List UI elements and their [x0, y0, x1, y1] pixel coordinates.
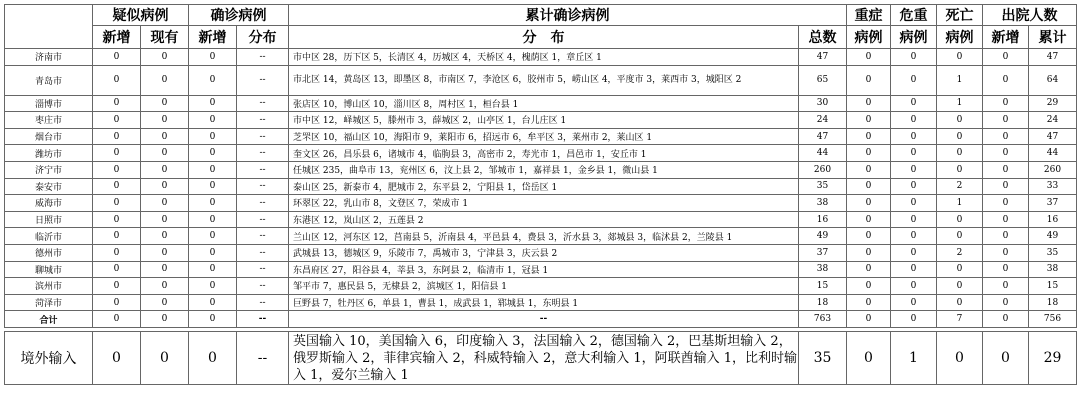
- severe: 0: [847, 178, 891, 195]
- overseas-death: 0: [937, 332, 983, 385]
- header-discharged: 出院人数: [983, 5, 1077, 26]
- con-distribution: --: [237, 261, 289, 278]
- con-new: 0: [189, 211, 237, 228]
- header-sus-new: 新增: [93, 26, 141, 49]
- con-new: 0: [189, 261, 237, 278]
- table-row: [5, 65, 1077, 95]
- sus-new: 0: [93, 244, 141, 261]
- severe: 0: [847, 294, 891, 311]
- con-distribution: --: [237, 195, 289, 212]
- overseas-sus-current: 0: [141, 332, 189, 385]
- con-new: 0: [189, 294, 237, 311]
- sus-new: 0: [93, 228, 141, 245]
- sus-current: 0: [141, 244, 189, 261]
- sus-current: 0: [141, 261, 189, 278]
- severe: 0: [847, 195, 891, 212]
- corner-cell: [5, 5, 93, 49]
- critical: 0: [891, 278, 937, 295]
- total: 18: [799, 294, 847, 311]
- distribution: 泰山区 25，新泰市 4，肥城市 2，东平县 2，宁阳县 1，岱岳区 1: [289, 178, 799, 195]
- con-distribution: --: [237, 211, 289, 228]
- dis-total: 37: [1029, 195, 1077, 212]
- table-row: [5, 128, 1077, 145]
- header-total: 总数: [799, 26, 847, 49]
- con-distribution: --: [237, 49, 289, 66]
- total: 30: [799, 95, 847, 112]
- header-severe: 重症: [847, 5, 891, 26]
- critical: 0: [891, 244, 937, 261]
- sus-new: 0: [93, 128, 141, 145]
- distribution: 武城县 13，德城区 9，乐陵市 7，禹城市 3，宁津县 3，庆云县 2: [289, 244, 799, 261]
- sus-current: 0: [141, 278, 189, 295]
- death: 0: [937, 161, 983, 178]
- death: 0: [937, 228, 983, 245]
- header-death: 死亡: [937, 5, 983, 26]
- sus-new: 0: [93, 195, 141, 212]
- sus-current: 0: [141, 49, 189, 66]
- table-row: [5, 112, 1077, 129]
- header-sus-current: 现有: [141, 26, 189, 49]
- severe: 0: [847, 145, 891, 162]
- death: 0: [937, 145, 983, 162]
- distribution: 兰山区 12，河东区 12，莒南县 5，沂南县 4，平邑县 4，费县 3，沂水县 3，郯城县 3，临沭县 2，兰陵县 1: [289, 228, 799, 245]
- con-distribution: --: [237, 128, 289, 145]
- con-distribution: --: [237, 294, 289, 311]
- con-new: 0: [189, 128, 237, 145]
- dis-total: 47: [1029, 128, 1077, 145]
- death: 0: [937, 112, 983, 129]
- total-con-new: 0: [189, 311, 237, 328]
- overseas-con-new: 0: [189, 332, 237, 385]
- con-distribution: --: [237, 112, 289, 129]
- dis-total: 18: [1029, 294, 1077, 311]
- dis-total: 49: [1029, 228, 1077, 245]
- distribution: 芝罘区 10，福山区 10，海阳市 9，莱阳市 6，招远市 6，牟平区 3，莱州市 2，莱山区 1: [289, 128, 799, 145]
- dis-new: 0: [983, 195, 1029, 212]
- total-dis-new: 0: [983, 311, 1029, 328]
- con-new: 0: [189, 244, 237, 261]
- table-row: [5, 178, 1077, 195]
- total-dis-total: 756: [1029, 311, 1077, 328]
- dis-new: 0: [983, 278, 1029, 295]
- distribution: 任城区 235，曲阜市 13，兖州区 6，汶上县 2，邹城市 1，嘉祥县 1，金乡县 1，微山县 1: [289, 161, 799, 178]
- dis-new: 0: [983, 261, 1029, 278]
- total-death: 7: [937, 311, 983, 328]
- con-new: 0: [189, 161, 237, 178]
- total: 260: [799, 161, 847, 178]
- critical: 0: [891, 228, 937, 245]
- dis-new: 0: [983, 95, 1029, 112]
- sus-current: 0: [141, 65, 189, 95]
- distribution: 张店区 10，博山区 10，淄川区 8，周村区 1，桓台县 1: [289, 95, 799, 112]
- dis-new: 0: [983, 294, 1029, 311]
- distribution: 市中区 12，峄城区 5，滕州市 3，薛城区 2，山亭区 1，台儿庄区 1: [289, 112, 799, 129]
- sus-new: 0: [93, 211, 141, 228]
- dis-new: 0: [983, 178, 1029, 195]
- overseas-dis-new: 0: [983, 332, 1029, 385]
- critical: 0: [891, 128, 937, 145]
- distribution: 市中区 28，历下区 5，长清区 4，历城区 4，天桥区 4，槐荫区 1，章丘区 1: [289, 49, 799, 66]
- sus-current: 0: [141, 145, 189, 162]
- con-distribution: --: [237, 161, 289, 178]
- severe: 0: [847, 49, 891, 66]
- con-distribution: --: [237, 95, 289, 112]
- severe: 0: [847, 261, 891, 278]
- distribution: 邹平市 7，惠民县 5，无棣县 2，滨城区 1，阳信县 1: [289, 278, 799, 295]
- total: 49: [799, 228, 847, 245]
- con-distribution: --: [237, 244, 289, 261]
- total: 47: [799, 128, 847, 145]
- dis-new: 0: [983, 49, 1029, 66]
- header-con-new: 新增: [189, 26, 237, 49]
- header-con-distribution: 分布: [237, 26, 289, 49]
- distribution: 环翠区 22，乳山市 8，文登区 7，荣成市 1: [289, 195, 799, 212]
- con-distribution: --: [237, 278, 289, 295]
- city-name: 青岛市: [5, 65, 93, 95]
- dis-total: 38: [1029, 261, 1077, 278]
- dis-total: 260: [1029, 161, 1077, 178]
- total: 38: [799, 261, 847, 278]
- city-name: 滨州市: [5, 278, 93, 295]
- header-severe-cases: 病例: [847, 26, 891, 49]
- table-row: [5, 211, 1077, 228]
- sus-new: 0: [93, 294, 141, 311]
- table-row: [5, 49, 1077, 66]
- critical: 0: [891, 178, 937, 195]
- critical: 0: [891, 65, 937, 95]
- critical: 0: [891, 261, 937, 278]
- con-distribution: --: [237, 228, 289, 245]
- critical: 0: [891, 112, 937, 129]
- overseas-critical: 1: [891, 332, 937, 385]
- total-sus-new: 0: [93, 311, 141, 328]
- severe: 0: [847, 95, 891, 112]
- total-severe: 0: [847, 311, 891, 328]
- sus-new: 0: [93, 112, 141, 129]
- critical: 0: [891, 95, 937, 112]
- covid-statistics-table: [4, 4, 1077, 385]
- critical: 0: [891, 294, 937, 311]
- death: 0: [937, 278, 983, 295]
- dis-total: 29: [1029, 95, 1077, 112]
- critical: 0: [891, 145, 937, 162]
- sus-current: 0: [141, 128, 189, 145]
- city-name: 济宁市: [5, 161, 93, 178]
- dis-new: 0: [983, 145, 1029, 162]
- total: 65: [799, 65, 847, 95]
- sus-new: 0: [93, 49, 141, 66]
- severe: 0: [847, 128, 891, 145]
- overseas-row: [5, 332, 1077, 385]
- table-row: [5, 145, 1077, 162]
- total-con-distribution: --: [237, 311, 289, 328]
- total: 35: [799, 178, 847, 195]
- critical: 0: [891, 195, 937, 212]
- sus-current: 0: [141, 228, 189, 245]
- con-new: 0: [189, 195, 237, 212]
- distribution: 东港区 12，岚山区 2，五莲县 2: [289, 211, 799, 228]
- death: 1: [937, 95, 983, 112]
- sus-current: 0: [141, 294, 189, 311]
- sus-new: 0: [93, 145, 141, 162]
- sus-new: 0: [93, 178, 141, 195]
- con-new: 0: [189, 49, 237, 66]
- overseas-dis-total: 29: [1029, 332, 1077, 385]
- death: 1: [937, 195, 983, 212]
- con-new: 0: [189, 95, 237, 112]
- table-row: [5, 228, 1077, 245]
- header-dis-new: 新增: [983, 26, 1029, 49]
- table-row: [5, 95, 1077, 112]
- con-new: 0: [189, 145, 237, 162]
- death: 2: [937, 178, 983, 195]
- total-label: 合计: [5, 311, 93, 328]
- total: 47: [799, 49, 847, 66]
- city-name: 枣庄市: [5, 112, 93, 129]
- dis-total: 64: [1029, 65, 1077, 95]
- total: 37: [799, 244, 847, 261]
- con-new: 0: [189, 178, 237, 195]
- sus-current: 0: [141, 112, 189, 129]
- city-name: 烟台市: [5, 128, 93, 145]
- dis-total: 44: [1029, 145, 1077, 162]
- con-distribution: --: [237, 145, 289, 162]
- severe: 0: [847, 161, 891, 178]
- total: 24: [799, 112, 847, 129]
- sus-new: 0: [93, 65, 141, 95]
- con-new: 0: [189, 278, 237, 295]
- sus-current: 0: [141, 178, 189, 195]
- header-death-cases: 病例: [937, 26, 983, 49]
- distribution: 巨野县 7，牡丹区 6，单县 1，曹县 1，成武县 1，郓城县 1，东明县 1: [289, 294, 799, 311]
- table-row: [5, 278, 1077, 295]
- sus-new: 0: [93, 95, 141, 112]
- city-name: 威海市: [5, 195, 93, 212]
- total: 38: [799, 195, 847, 212]
- death: 0: [937, 49, 983, 66]
- header-suspected: 疑似病例: [93, 5, 189, 26]
- sus-new: 0: [93, 278, 141, 295]
- dis-new: 0: [983, 211, 1029, 228]
- death: 1: [937, 65, 983, 95]
- dis-total: 35: [1029, 244, 1077, 261]
- city-name: 临沂市: [5, 228, 93, 245]
- dis-new: 0: [983, 128, 1029, 145]
- sus-current: 0: [141, 195, 189, 212]
- distribution: 奎文区 26，昌乐县 6，诸城市 4，临朐县 3，高密市 2，寿光市 1，昌邑市 1，安丘市 1: [289, 145, 799, 162]
- dis-new: 0: [983, 244, 1029, 261]
- death: 0: [937, 294, 983, 311]
- total-critical: 0: [891, 311, 937, 328]
- severe: 0: [847, 211, 891, 228]
- dis-new: 0: [983, 161, 1029, 178]
- header-confirmed: 确诊病例: [189, 5, 289, 26]
- sus-current: 0: [141, 211, 189, 228]
- overseas-total: 35: [799, 332, 847, 385]
- critical: 0: [891, 161, 937, 178]
- critical: 0: [891, 211, 937, 228]
- table-row: [5, 195, 1077, 212]
- dis-total: 16: [1029, 211, 1077, 228]
- overseas-label: 境外输入: [5, 332, 93, 385]
- sus-current: 0: [141, 95, 189, 112]
- city-name: 菏泽市: [5, 294, 93, 311]
- sus-new: 0: [93, 161, 141, 178]
- severe: 0: [847, 65, 891, 95]
- table-row: [5, 261, 1077, 278]
- header-critical-cases: 病例: [891, 26, 937, 49]
- con-distribution: --: [237, 65, 289, 95]
- severe: 0: [847, 228, 891, 245]
- dis-total: 33: [1029, 178, 1077, 195]
- severe: 0: [847, 244, 891, 261]
- death: 0: [937, 261, 983, 278]
- header-distribution: 分 布: [289, 26, 799, 49]
- dis-new: 0: [983, 112, 1029, 129]
- dis-new: 0: [983, 228, 1029, 245]
- dis-total: 15: [1029, 278, 1077, 295]
- distribution: 东昌府区 27，阳谷县 4，莘县 3，东阿县 2，临清市 1，冠县 1: [289, 261, 799, 278]
- con-new: 0: [189, 228, 237, 245]
- city-name: 聊城市: [5, 261, 93, 278]
- critical: 0: [891, 49, 937, 66]
- table-row: [5, 161, 1077, 178]
- header-cumulative: 累计确诊病例: [289, 5, 847, 26]
- sus-new: 0: [93, 261, 141, 278]
- dis-total: 24: [1029, 112, 1077, 129]
- total: 16: [799, 211, 847, 228]
- overseas-sus-new: 0: [93, 332, 141, 385]
- overseas-distribution: 英国输入 10，美国输入 6，印度输入 3，法国输入 2，德国输入 2，巴基斯坦输入 2，俄罗斯输入 2，菲律宾输入 2，科威特输入 2，意大利输入 1，阿联酋输入 1，比利时输入 1，爱尔兰输入 1: [289, 332, 799, 385]
- con-new: 0: [189, 65, 237, 95]
- table-row: [5, 244, 1077, 261]
- dis-total: 47: [1029, 49, 1077, 66]
- total-row: [5, 311, 1077, 328]
- con-new: 0: [189, 112, 237, 129]
- table-row: [5, 294, 1077, 311]
- city-rows: [5, 49, 1077, 311]
- header-critical: 危重: [891, 5, 937, 26]
- city-name: 日照市: [5, 211, 93, 228]
- city-name: 潍坊市: [5, 145, 93, 162]
- total: 15: [799, 278, 847, 295]
- death: 0: [937, 211, 983, 228]
- sus-current: 0: [141, 161, 189, 178]
- total-total: 763: [799, 311, 847, 328]
- total: 44: [799, 145, 847, 162]
- total-sus-current: 0: [141, 311, 189, 328]
- city-name: 淄博市: [5, 95, 93, 112]
- death: 0: [937, 128, 983, 145]
- dis-new: 0: [983, 65, 1029, 95]
- city-name: 德州市: [5, 244, 93, 261]
- city-name: 泰安市: [5, 178, 93, 195]
- con-distribution: --: [237, 178, 289, 195]
- death: 2: [937, 244, 983, 261]
- total-distribution: --: [289, 311, 799, 328]
- city-name: 济南市: [5, 49, 93, 66]
- overseas-severe: 0: [847, 332, 891, 385]
- severe: 0: [847, 112, 891, 129]
- distribution: 市北区 14，黄岛区 13，即墨区 8，市南区 7，李沧区 6，胶州市 5，崂山区 4，平度市 3，莱西市 3，城阳区 2: [289, 65, 799, 95]
- overseas-con-distribution: --: [237, 332, 289, 385]
- header-dis-total: 累计: [1029, 26, 1077, 49]
- severe: 0: [847, 278, 891, 295]
